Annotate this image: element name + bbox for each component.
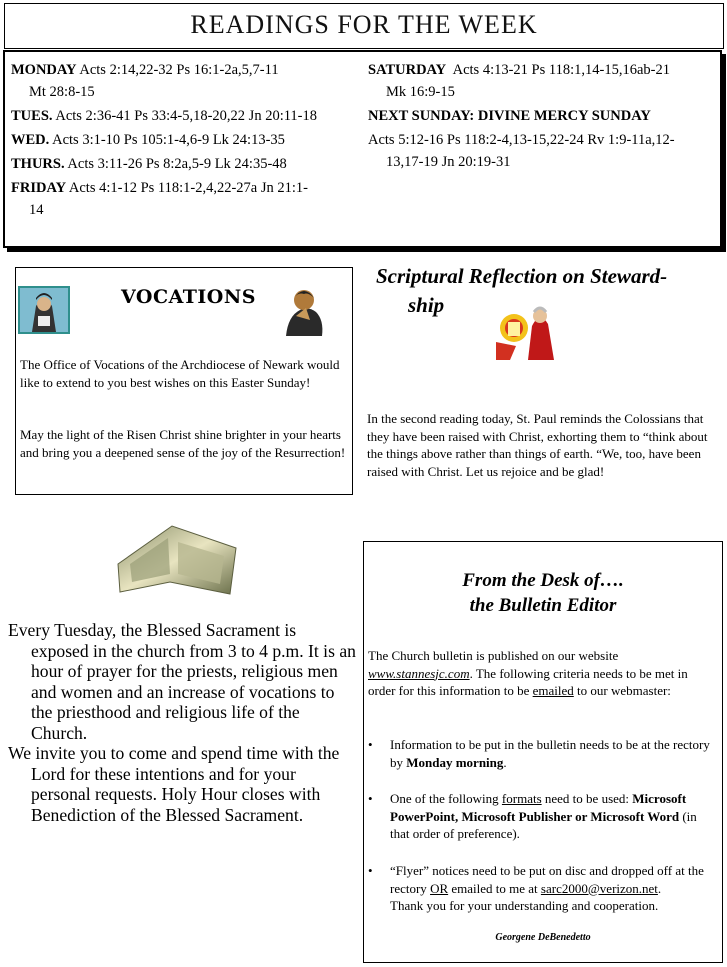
day-label: TUES.: [11, 108, 53, 124]
text: (in that order of preference).: [390, 808, 697, 841]
text: need to be used:: [541, 791, 633, 806]
reading-text: Mk 16:9-15: [386, 84, 455, 100]
bullet-dot: •: [368, 737, 373, 752]
vocations-box: [15, 267, 353, 495]
saint-paul-icon: [496, 302, 556, 360]
editor-title-line: From the Desk of….: [462, 570, 624, 591]
reading-text: Acts 3:11-26 Ps 8:2a,5-9 Lk 24:35-48: [67, 156, 287, 172]
reading-text: Acts 5:12-16 Ps 118:2-4,13-15,22-24 Rv 1:9-11a,12-: [368, 132, 675, 148]
reading-wed: [11, 131, 361, 149]
reading-text: 13,17-19 Jn 20:19-31: [386, 154, 511, 170]
reading-text: Acts 4:13-21 Ps 118:1,14-15,16ab-21: [452, 62, 670, 78]
editor-title-line: the Bulletin Editor: [469, 595, 617, 616]
day-label: THURS.: [11, 156, 65, 172]
emailed-text: emailed: [532, 683, 574, 698]
emphasis: Microsoft PowerPoint, Microsoft Publisher or Microsoft Word: [390, 791, 687, 824]
editor-intro: [368, 647, 716, 700]
reading-monday: [11, 61, 361, 79]
priest-clipart-icon: [18, 286, 70, 334]
readings-left-column: [11, 61, 361, 219]
bullet-item-2: [368, 790, 718, 843]
reading-text: Mt 28:8-15: [29, 84, 95, 100]
text: .: [657, 880, 662, 896]
text: The Church bulletin is published on our website: [368, 648, 619, 663]
day-label: MONDAY: [11, 62, 77, 78]
text: “Flyer” notices need to be put on disc and dropped off at the rectory: [390, 863, 704, 896]
readings-box: [3, 50, 722, 248]
reading-text: Acts 4:1-12 Ps 118:1-2,4,22-27a Jn 21:1-: [68, 180, 308, 196]
vocations-title: VOCATIONS: [121, 286, 256, 308]
emphasis: Monday morning: [406, 754, 504, 770]
text: .: [503, 754, 507, 770]
formats-text: formats: [501, 791, 542, 806]
reading-text: Acts 3:1-10 Ps 105:1-4,6-9 Lk 24:13-35: [52, 132, 285, 148]
website-link[interactable]: www.stannesjc.com: [368, 665, 470, 681]
holy-hour-text: [8, 620, 358, 825]
page-title: READINGS FOR THE WEEK: [190, 10, 538, 39]
reading-tues: [11, 107, 361, 125]
reading-text: 14: [29, 202, 44, 218]
email-link[interactable]: sarc2000@verizon.net: [540, 880, 658, 896]
day-label: WED.: [11, 132, 50, 148]
reading-saturday: [368, 61, 718, 79]
stewardship-title-line: ship: [408, 293, 445, 317]
editor-title: [364, 568, 722, 618]
holy-hour-wordart-icon: [112, 518, 242, 596]
bullet-dot: •: [368, 863, 373, 878]
header-box: [4, 3, 724, 49]
text: One of the following: [390, 791, 502, 806]
stewardship-title-line: Scriptural Reflection on Steward-: [376, 264, 668, 288]
bullet-item-1: [368, 736, 718, 771]
bullet-item-3: [368, 862, 718, 915]
vocations-paragraph-1: The Office of Vocations of the Archdiocese of Newark would like to extend to you best wishes on this Easter Sunday!: [20, 357, 340, 390]
reading-friday: [11, 179, 361, 197]
day-label: FRIDAY: [11, 180, 67, 196]
or-text: OR: [430, 880, 449, 896]
holy-hour-paragraph-2: We invite you to come and spend time with the Lord for these intentions and for your personal requests. Holy Hour closes with Benediction of the Blessed Sacrament.: [8, 743, 340, 825]
day-label: SATURDAY: [368, 62, 447, 78]
holy-hour-paragraph-1: Every Tuesday, the Blessed Sacrament is exposed in the church from 3 to 4 p.m. It is an hour of prayer for the priests, religious men and women and an increase of vocations to the priesthood and religious life of the Church.: [8, 620, 356, 743]
bullet-dot: •: [368, 791, 373, 806]
reading-text: Acts 2:36-41 Ps 33:4-5,18-20,22 Jn 20:11-18: [55, 108, 318, 124]
stewardship-body: In the second reading today, St. Paul reminds the Colossians that they have been raised with Christ, exhorting them to “think about the things above rather than things of earth. “We, too, have been raised with Christ. Let us rejoice and be glad!: [367, 411, 708, 479]
reading-thurs: [11, 155, 361, 173]
readings-right-column: [368, 61, 718, 171]
reading-text: Acts 2:14,22-32 Ps 16:1-2a,5,7-11: [79, 62, 279, 78]
editor-signature: Georgene DeBenedetto: [495, 932, 591, 943]
text: Information to be put in the bulletin needs to be at the rectory by: [390, 737, 710, 770]
next-sunday-heading: NEXT SUNDAY: DIVINE MERCY SUNDAY: [368, 108, 651, 124]
vocations-paragraph-2: May the light of the Risen Christ shine brighter in your hearts and bring you a deepened sense of the joy of the Resurrection!: [20, 427, 346, 460]
bulletin-editor-box: [363, 541, 723, 963]
text: emailed to me at: [448, 880, 541, 896]
thanks-text: Thank you for your understanding and cooperation.: [390, 898, 659, 913]
praying-figure-icon: [278, 286, 328, 338]
text: to our webmaster:: [573, 683, 671, 698]
text: . The following criteria needs to be met in order for this information to be: [368, 665, 688, 698]
